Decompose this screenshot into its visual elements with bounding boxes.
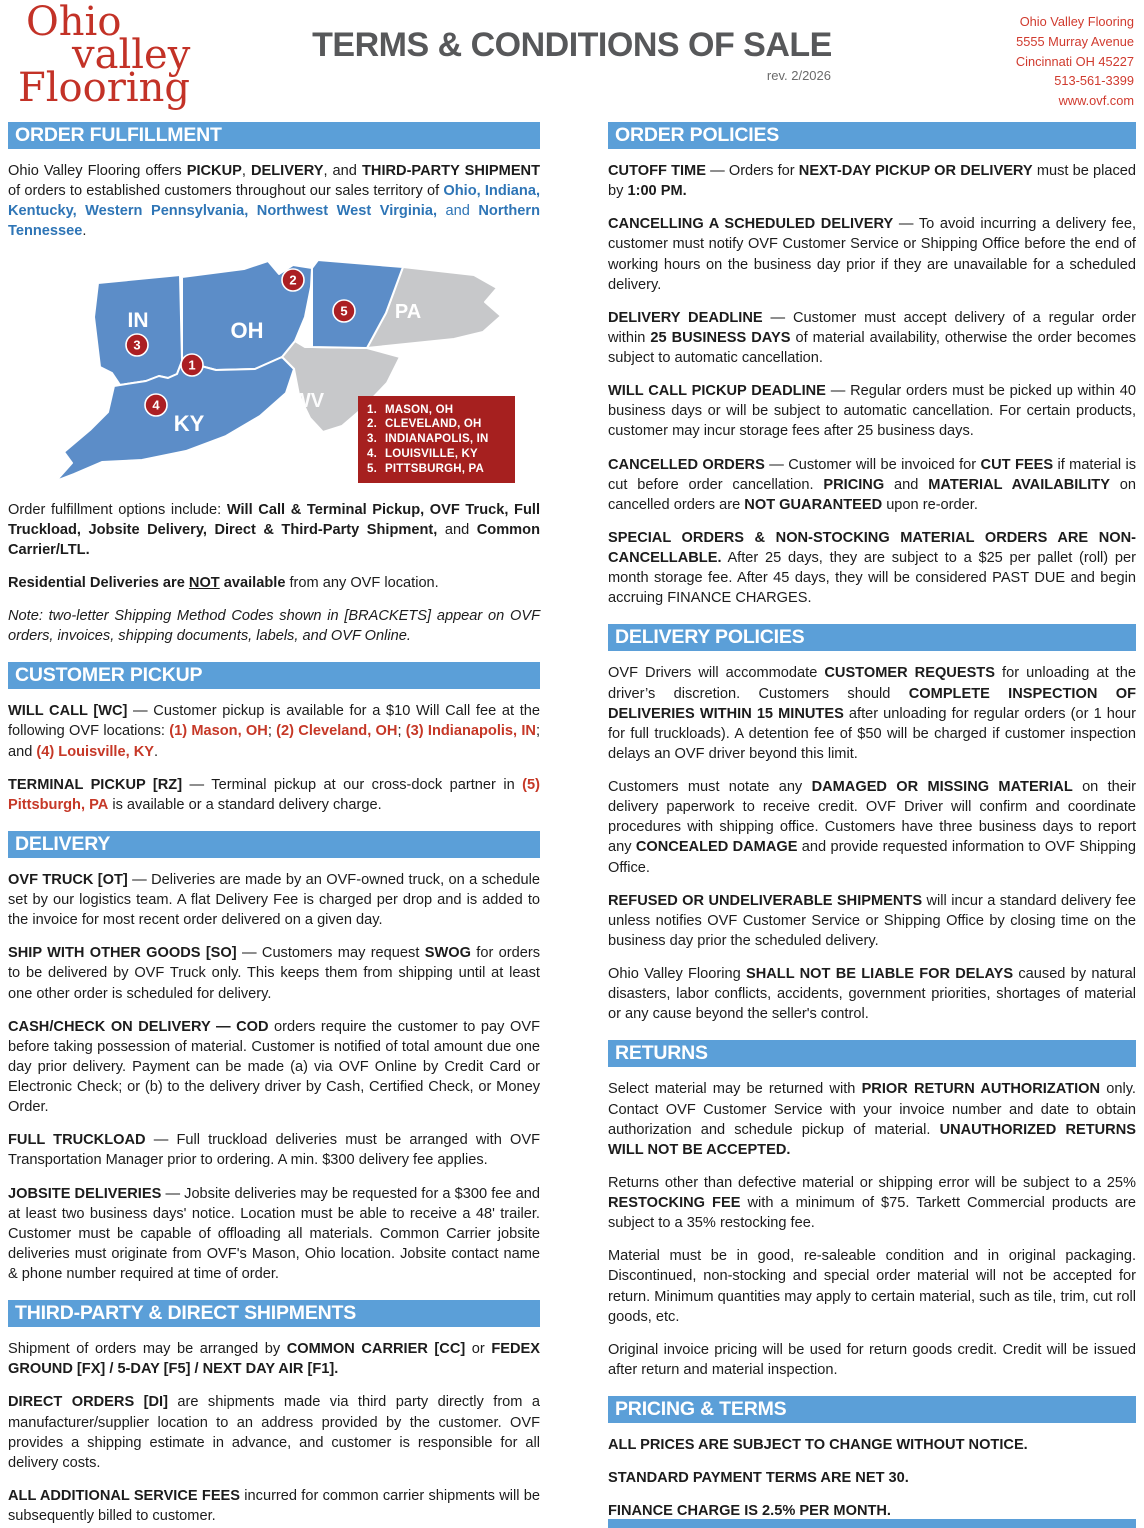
text-run: — Jobsite deliveries may be requested for a $300 fee and at least two business days' notice. Location must be able to receive a 48' trailer. Customer must be capable of offloading all materials. Common Carrier jobsite deliveries must originate from OVF's Mason, Ohio location. Jobsite contact name & phone number required at time of order.: [8, 1185, 540, 1282]
legend-item: [367, 403, 509, 418]
text-run: (1) Mason, OH: [169, 723, 268, 740]
text-run: available: [219, 574, 286, 591]
text-run: STANDARD PAYMENT TERMS ARE NET 30.: [608, 1470, 909, 1487]
legend-item: [367, 432, 509, 447]
text-run: ALL ADDITIONAL SERVICE FEES: [8, 1487, 241, 1504]
text-run: Select material may be returned with: [608, 1081, 862, 1098]
logo-line: valley: [72, 32, 191, 78]
text-run: CANCELLED ORDERS: [608, 456, 765, 473]
paragraph: [8, 1184, 540, 1285]
paragraph: [608, 1173, 1136, 1233]
website-link: www.ovf.com: [1058, 93, 1134, 109]
text-run: (4) Louisville, KY: [36, 743, 154, 760]
text-run: and provide requested information to OVF Shipping Office.: [608, 839, 1136, 876]
page-title: TERMS & CONDITIONS OF SALE: [312, 26, 832, 64]
text-run: MATERIAL AVAILABILITY: [928, 476, 1110, 493]
text-run: CONCEALED DAMAGE: [635, 839, 798, 856]
logo-line: Flooring: [18, 65, 190, 111]
paragraph: [8, 1392, 540, 1473]
text-run: RESTOCKING FEE: [608, 1195, 741, 1211]
address-line: Cincinnati OH 45227: [1015, 53, 1134, 69]
text-run: and: [437, 521, 477, 538]
text-run: , and: [323, 163, 362, 179]
section-header: THIRD-PARTY & DIRECT SHIPMENTS: [8, 1300, 540, 1327]
text-run: — Terminal pickup at our cross-dock partner in: [182, 776, 523, 793]
legend-item-label: LOUISVILLE, KY: [385, 448, 478, 461]
text-run: ALL PRICES ARE SUBJECT TO CHANGE WITHOUT NOTICE.: [608, 1437, 1028, 1453]
text-run: CASH/CHECK ON DELIVERY — COD: [8, 1018, 269, 1035]
marker-3-number: 3: [133, 337, 141, 352]
text-run: caused by natural disasters, labor conflicts, accidents, government priorities, shortages of material or any cause beyond the seller's control.: [608, 966, 1136, 1023]
paragraph: [608, 455, 1136, 515]
text-run: are shipments made via third party directly from a manufacturer/supplier location to an address provided by the customer. OVF provides a shipping estimate in advance, and customer is responsible for all delivery costs.: [8, 1394, 540, 1471]
text-run: or: [465, 1341, 492, 1358]
paragraph: [608, 1340, 1136, 1380]
legend-item-label: CLEVELAND, OH: [385, 418, 482, 431]
address-line: Ohio Valley Flooring: [1019, 14, 1134, 29]
text-run: NEXT-DAY PICKUP OR DELIVERY: [798, 163, 1033, 179]
text-run: DELIVERY DEADLINE: [608, 309, 763, 326]
text-run: from any OVF location.: [285, 574, 439, 591]
right-column: [608, 122, 1136, 1528]
text-run: ; and: [8, 723, 541, 760]
text-run: FULL TRUCKLOAD: [8, 1132, 146, 1149]
paragraph: [8, 870, 540, 930]
text-run: DAMAGED OR MISSING MATERIAL: [811, 779, 1073, 795]
text-run: — Full truckload deliveries must be arranged with OVF Transportation Manager prior to ordering. A min. $300 delivery fee applies.: [8, 1132, 540, 1169]
text-run: Material must be in good, re-saleable condition and in original packaging. Discontinued, non-stocking and special order material will not be accepted for return. Minimum quantities may apply to certain material, such as tile, trim, cut roll goods, etc.: [608, 1248, 1136, 1325]
paragraph: [608, 1468, 1136, 1488]
text-run: orders require the customer to pay OVF before taking possession of material. Customer is notified of total amount due one day prior delivery. Payment can be made (a) via OVF Online by Credit Card or Electronic Check; or (b) to the delivery driver by Cash, Certified Check, or Money Order.: [8, 1018, 540, 1116]
text-run: Ohio Valley Flooring: [608, 966, 746, 982]
state-label-wv: WV: [291, 389, 325, 412]
paragraph: [608, 161, 1136, 201]
text-run: NOT GUARANTEED: [744, 496, 883, 513]
paragraph: [608, 1246, 1136, 1327]
paragraph: [8, 775, 540, 815]
paragraph: [608, 777, 1136, 878]
text-run: 1:00 PM.: [627, 183, 687, 200]
text-run: upon re-order.: [882, 496, 978, 513]
text-run: for unloading at the driver’s discretion. Customers should: [608, 665, 1136, 702]
text-run: THIRD-PARTY SHIPMENT: [361, 163, 541, 179]
text-run: must be placed by: [608, 163, 1137, 200]
legend-item-number: 5.: [367, 463, 377, 476]
text-run: After 25 days, they are subject to a $25 per pallet (roll) per month storage fee. After 45 days, they will be considered PAST DUE and begin accruing FINANCE CHARGES.: [608, 550, 1136, 607]
text-run: CANCELLING A SCHEDULED DELIVERY: [608, 216, 894, 233]
text-run: .: [82, 223, 87, 240]
text-run: FINANCE CHARGE IS 2.5% PER MONTH.: [608, 1503, 891, 1520]
paragraph: [8, 500, 540, 560]
text-run: COMMON CARRIER [CC]: [286, 1341, 466, 1358]
text-run: JOBSITE DELIVERIES: [8, 1185, 162, 1202]
revision-label: rev. 2/2026: [766, 68, 831, 83]
text-run: — Customers may request: [236, 945, 425, 962]
text-run: CUT FEES: [980, 456, 1054, 473]
paragraph: [608, 214, 1136, 295]
text-run: incurred for common carrier shipments will be subsequently billed to customer.: [8, 1487, 540, 1524]
paragraph: [8, 573, 540, 593]
legend-item: [367, 462, 509, 477]
text-run: PICKUP: [186, 163, 242, 179]
text-run: Returns other than defective material or shipping error will be subject to a 25%: [608, 1174, 1136, 1191]
state-label-pa: PA: [394, 300, 422, 323]
text-run: SHALL NOT BE LIABLE FOR DELAYS: [746, 966, 1014, 982]
text-run: is available or a standard delivery charge.: [108, 796, 382, 813]
text-run: Ohio Valley Flooring offers: [8, 163, 187, 179]
text-run: Northern Tennessee: [8, 203, 541, 240]
text-run: PRICING: [823, 476, 885, 493]
marker-4-number: 4: [152, 397, 160, 412]
text-run: (2) Cleveland, OH: [276, 723, 398, 740]
content-columns: [0, 122, 1144, 1528]
text-run: FEDEX GROUND [FX] / 5-DAY [F5] / NEXT DAY AIR [F1].: [8, 1341, 540, 1378]
text-run: will incur a standard delivery fee unless notifies OVF Customer Service or Shipping Office by closing time on the business day prior the scheduled delivery.: [608, 892, 1137, 949]
text-run: DELIVERY: [250, 163, 324, 179]
text-run: ;: [267, 723, 277, 740]
text-run: SWOG: [424, 945, 471, 962]
text-run: CUTOFF TIME: [608, 163, 706, 179]
text-run: of material availability, otherwise the order becomes subject to automatic cancellation.: [608, 329, 1136, 366]
legend-item-label: INDIANAPOLIS, IN: [385, 433, 489, 446]
legend-item-number: 1.: [367, 403, 377, 416]
text-run: Ohio, Indiana, Kentucky, Western Pennsylvania, Northwest West Virginia,: [8, 183, 540, 220]
text-run: — Orders for: [705, 163, 799, 179]
section-header: DELIVERY: [8, 831, 540, 858]
text-run: on cancelled orders are: [608, 476, 1137, 513]
text-run: DIRECT ORDERS [DI]: [8, 1394, 168, 1411]
text-run: 25 BUSINESS DAYS: [650, 329, 791, 346]
location-legend: [358, 396, 515, 483]
text-run: ,: [241, 163, 251, 179]
paragraph: [8, 606, 540, 646]
text-run: .: [154, 743, 159, 760]
text-run: Shipment of orders may be arranged by: [8, 1341, 287, 1358]
marker-2-number: 2: [289, 272, 297, 287]
company-address-block: [1016, 12, 1134, 111]
text-run: CUSTOMER REQUESTS: [824, 665, 995, 682]
text-run: Customers must notate any: [608, 779, 812, 795]
text-run: OVF TRUCK [OT]: [8, 871, 128, 888]
text-run: WILL CALL [WC]: [8, 703, 128, 720]
left-column: [8, 122, 540, 1528]
legend-item: [367, 447, 509, 462]
paragraph: [8, 1339, 540, 1379]
text-run: with a minimum of $75. Tarkett Commercial products are subject to a 35% restocking fee.: [608, 1195, 1136, 1232]
paragraph: [608, 964, 1136, 1024]
legend-item-label: MASON, OH: [385, 403, 454, 416]
paragraph: [8, 701, 540, 761]
section-header: RETURNS: [608, 1040, 1136, 1067]
cutoff-section-bar: [608, 1519, 1136, 1528]
text-run: WILL CALL PICKUP DEADLINE: [608, 383, 826, 400]
text-run: Residential Deliveries are: [8, 574, 189, 591]
text-run: OVF Drivers will accommodate: [608, 665, 825, 682]
state-label-oh: OH: [230, 317, 264, 343]
legend-item-number: 4.: [367, 448, 377, 461]
section-header: ORDER FULFILLMENT: [8, 122, 540, 149]
text-run: only. Contact OVF Customer Service with your invoice number and date to obtain authorization and schedule pickup of material.: [608, 1081, 1136, 1138]
marker-5-number: 5: [340, 303, 348, 318]
text-run: after unloading for regular orders (or 1 hour for full truckloads). A detention fee of $50 will be charged if customer inspection delays an OVF driver beyond this limit.: [608, 705, 1136, 762]
text-run: for orders to be delivered by OVF Truck only. This keeps them from shipping until at least one other order is scheduled for delivery.: [8, 945, 541, 1002]
legend-item-number: 2.: [367, 418, 377, 431]
text-run: and: [884, 476, 929, 493]
text-run: Order fulfillment options include:: [8, 501, 227, 518]
text-run: on their delivery paperwork to receive credit. OVF Driver will confirm and coordinate procedures with shipping office. Customers have three business days to report any: [608, 779, 1137, 856]
text-run: Original invoice pricing will be used for return goods credit. Credit will be issued after return and material inspection.: [608, 1341, 1136, 1378]
state-label-ky: KY: [173, 410, 205, 436]
text-run: PRIOR RETURN AUTHORIZATION: [861, 1081, 1101, 1098]
paragraph: [8, 943, 540, 1003]
title-block: [287, 26, 857, 83]
state-label-in: IN: [127, 308, 149, 332]
paragraph: [608, 528, 1136, 609]
legend-item-label: PITTSBURGH, PA: [385, 463, 485, 476]
text-run: — Customer must accept delivery of a regular order within: [608, 309, 1136, 346]
marker-1-number: 1: [188, 357, 196, 372]
text-run: UNAUTHORIZED RETURNS WILL NOT BE ACCEPTED.: [608, 1121, 1136, 1158]
paragraph: [8, 161, 540, 242]
address-line: 5555 Murray Avenue: [1016, 33, 1134, 49]
text-run: if material is cut before order cancellation.: [608, 456, 1136, 493]
text-run: Note: two-letter Shipping Method Codes shown in [BRACKETS] appear on OVF orders, invoices, shipping documents, labels, and OVF Online.: [8, 608, 540, 645]
text-run: Common Carrier/LTL.: [8, 521, 540, 558]
text-run: — Deliveries are made by an OVF-owned truck, on a schedule set by our logistics team. A flat Delivery Fee is charged per drop and is added to the invoice for most recent order delivered on a given day.: [8, 871, 540, 929]
text-run: NOT: [188, 574, 220, 591]
ohio-valley-flooring-logo: [18, 0, 191, 111]
legend-item: [367, 417, 509, 432]
document-header: [0, 0, 1144, 122]
paragraph: [608, 663, 1136, 764]
text-run: — Customer will be invoiced for: [764, 456, 981, 473]
text-run: REFUSED OR UNDELIVERABLE SHIPMENTS: [608, 892, 923, 909]
text-run: and: [437, 203, 479, 220]
text-run: COMPLETE INSPECTION OF DELIVERIES WITHIN 15 MINUTES: [608, 685, 1136, 722]
paragraph: [8, 1017, 540, 1118]
text-run: — Regular orders must be picked up within 40 business days or will be subject to automatic cancellation. For certain products, customer may incur storage fees after 25 business days.: [608, 383, 1136, 440]
section-header: ORDER POLICIES: [608, 122, 1136, 149]
paragraph: [8, 1486, 540, 1526]
paragraph: [8, 1130, 540, 1170]
logo-line: Ohio: [26, 0, 122, 45]
paragraph: [608, 308, 1136, 368]
text-run: — Customer pickup is available for a $10 Will Call fee at the following OVF locations:: [8, 703, 540, 740]
text-run: SPECIAL ORDERS & NON-STOCKING MATERIAL ORDERS ARE NON-CANCELLABLE.: [608, 529, 1136, 566]
sales-territory-map: [56, 255, 516, 490]
text-run: Will Call & Terminal Pickup, OVF Truck, Full Truckload, Jobsite Delivery, Direct & Third-Party Shipment,: [8, 501, 540, 538]
section-header: DELIVERY POLICIES: [608, 624, 1136, 651]
legend-item-number: 3.: [367, 433, 377, 446]
paragraph: [608, 1435, 1136, 1455]
paragraph: [608, 891, 1136, 951]
text-run: of orders to established customers throughout our sales territory of: [8, 183, 444, 200]
section-header: CUSTOMER PICKUP: [8, 662, 540, 689]
text-run: TERMINAL PICKUP [RZ]: [8, 776, 183, 793]
text-run: — To avoid incurring a delivery fee, customer must notify OVF Customer Service or Shipping Office before the end of working hours on the business day prior if they are unavailable for a scheduled delivery.: [608, 216, 1136, 293]
text-run: ;: [397, 723, 406, 740]
text-run: (3) Indianapolis, IN: [405, 723, 536, 740]
section-header: PRICING & TERMS: [608, 1396, 1136, 1423]
address-line: 513-561-3399: [1054, 73, 1134, 89]
text-run: (5) Pittsburgh, PA: [8, 776, 540, 813]
paragraph: [608, 1079, 1136, 1160]
paragraph: [608, 381, 1136, 441]
text-run: SHIP WITH OTHER GOODS [SO]: [8, 945, 237, 962]
